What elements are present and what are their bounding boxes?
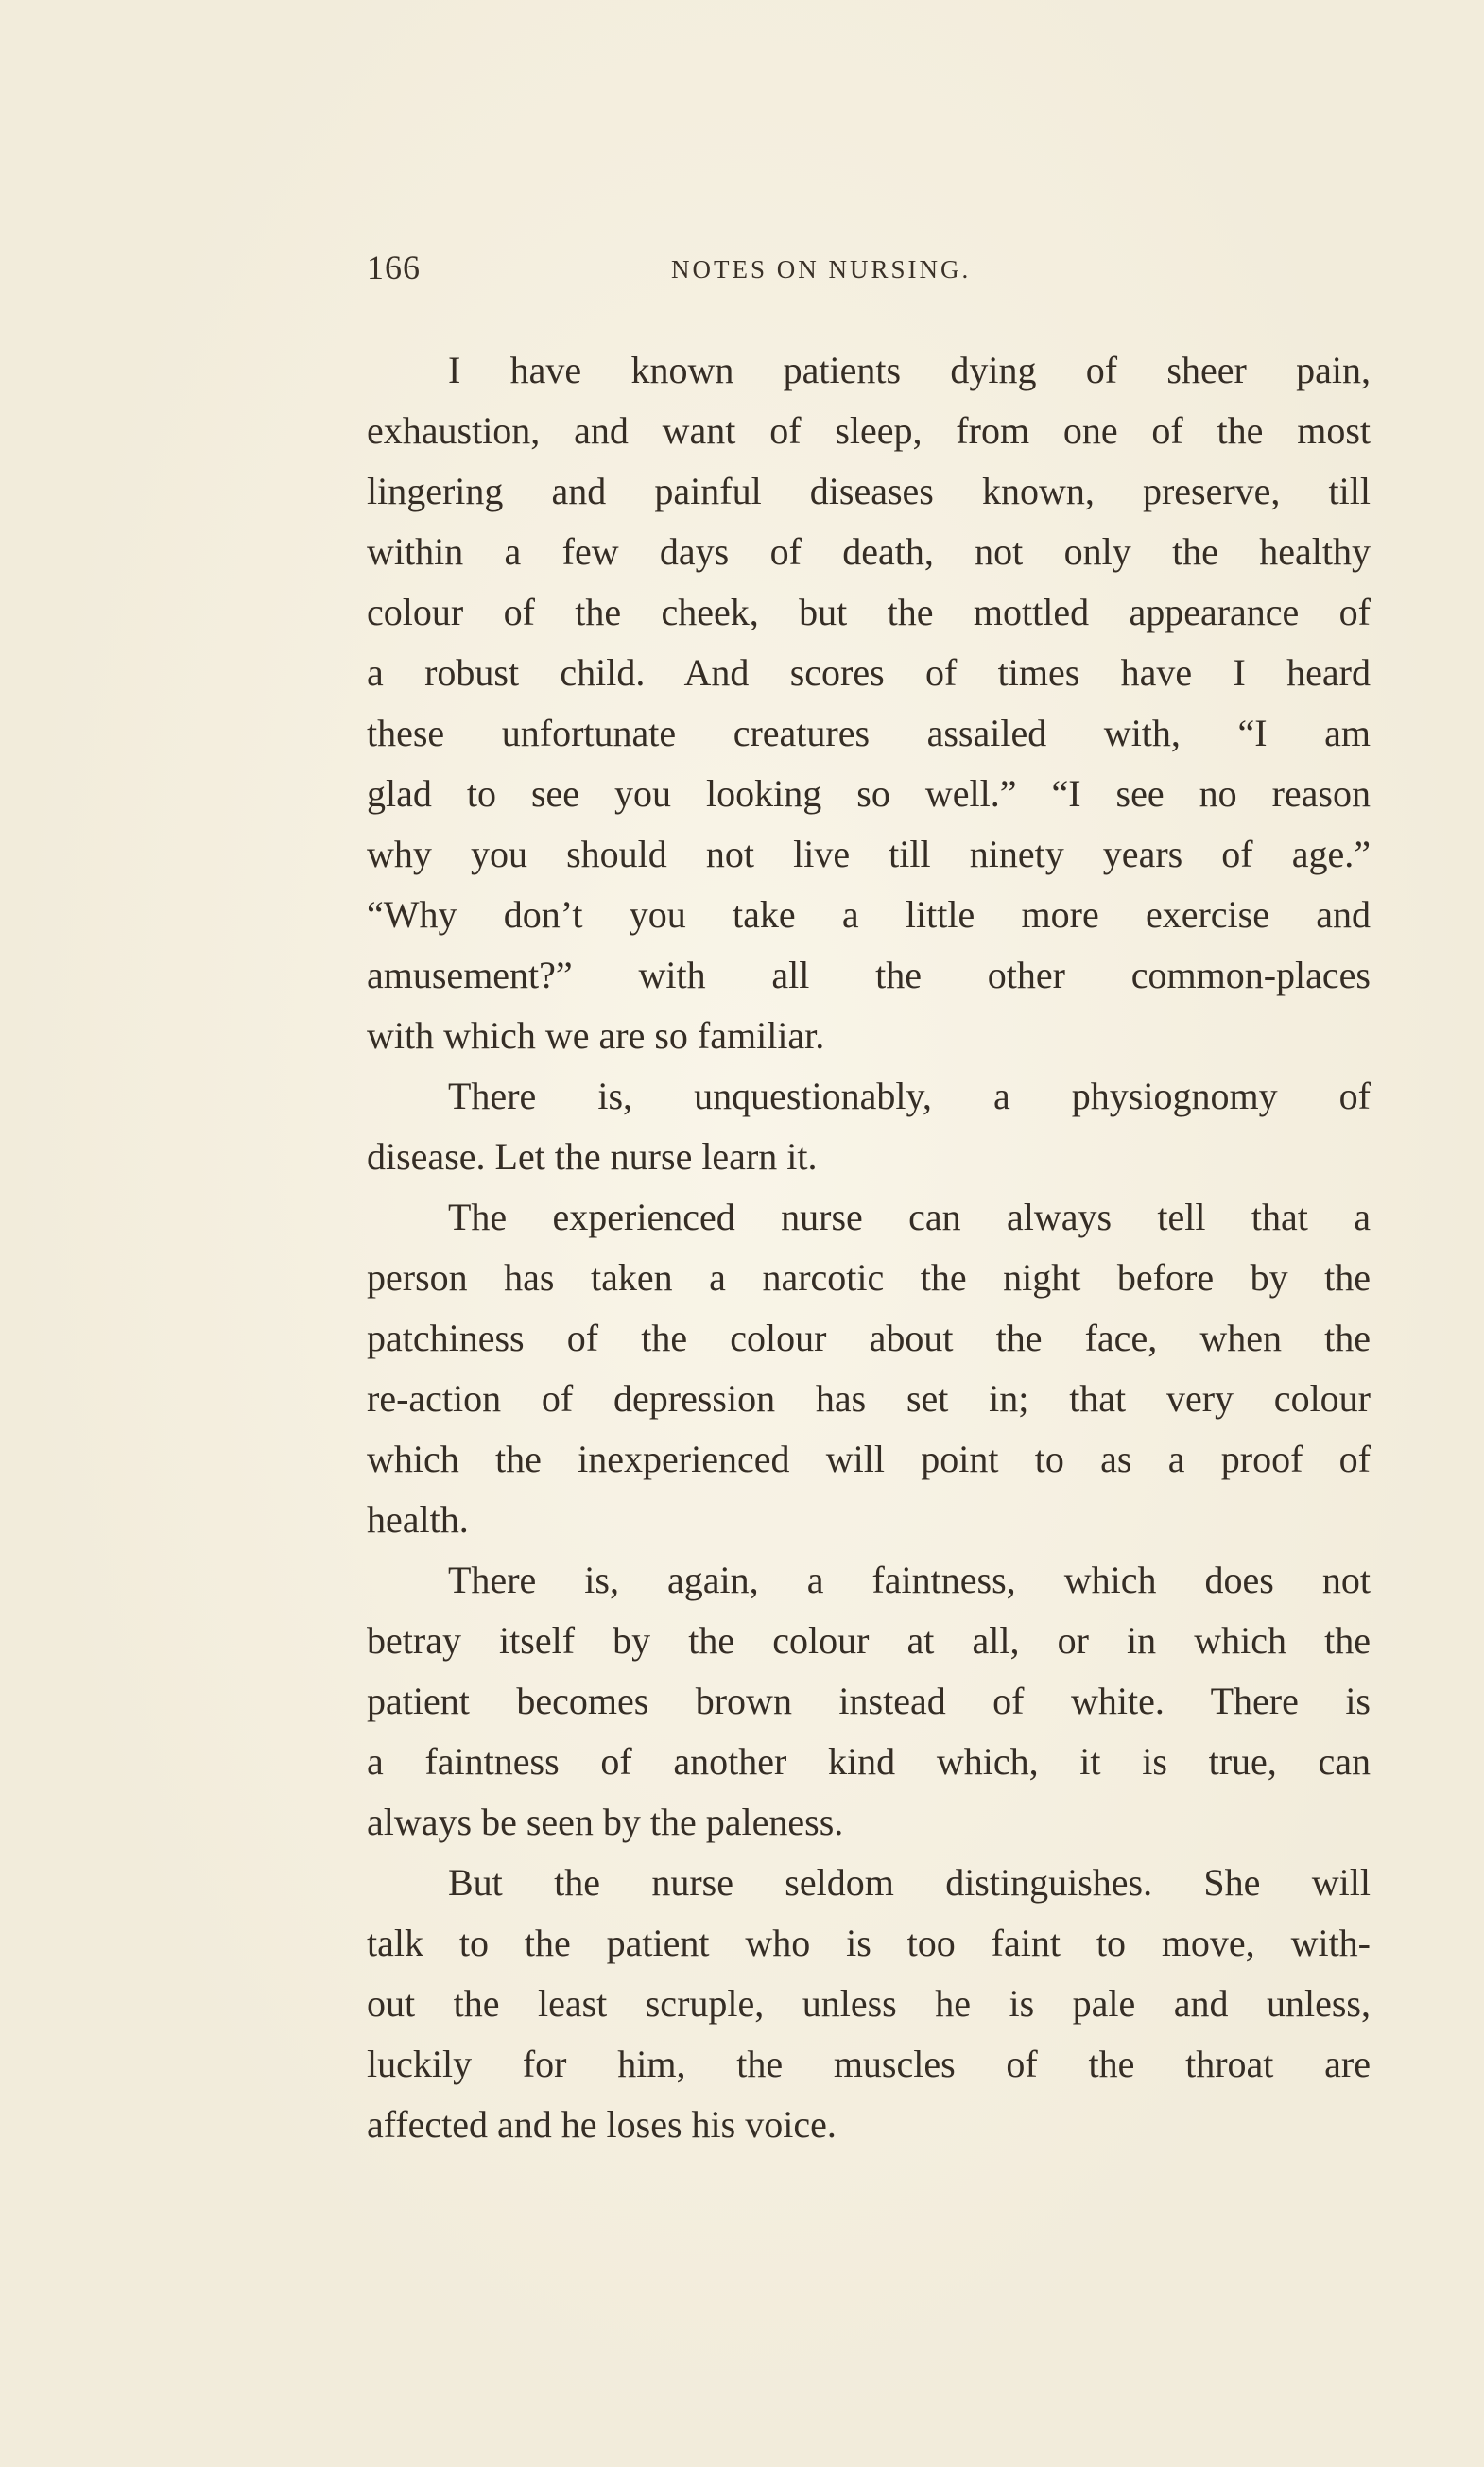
running-head: NOTES ON NURSING. xyxy=(671,255,972,284)
text-line: health. xyxy=(367,1498,469,1541)
text-line: amusement?” with all the other common-places xyxy=(367,954,1371,996)
paragraph xyxy=(367,1853,1371,2155)
text-line: person has taken a narcotic the night before by the xyxy=(367,1256,1371,1299)
text-line: always be seen by the paleness. xyxy=(367,1801,844,1843)
text-line: which the inexperienced will point to as a proof of xyxy=(367,1438,1371,1480)
text-line: I have known patients dying of sheer pain, xyxy=(448,349,1371,391)
paragraph xyxy=(367,340,1371,1066)
text-line: a robust child. And scores of times have I heard xyxy=(367,651,1371,694)
text-line: betray itself by the colour at all, or in which the xyxy=(367,1619,1371,1662)
paragraph xyxy=(367,1550,1371,1853)
text-line: colour of the cheek, but the mottled appearance of xyxy=(367,591,1371,633)
paragraph xyxy=(367,1187,1371,1550)
text-line: exhaustion, and want of sleep, from one of the most xyxy=(367,409,1371,452)
text-line: talk to the patient who is too faint to move, with- xyxy=(367,1922,1371,1964)
page-number: 166 xyxy=(367,249,421,286)
text-line: disease. Let the nurse learn it. xyxy=(367,1135,818,1178)
text-line: out the least scruple, unless he is pale and unless, xyxy=(367,1982,1371,2025)
text-line: patient becomes brown instead of white. There is xyxy=(367,1680,1371,1722)
text-line: glad to see you looking so well.” “I see no reason xyxy=(367,772,1371,815)
page-header xyxy=(367,248,1378,295)
text-line: luckily for him, the muscles of the throat are xyxy=(367,2043,1371,2085)
text-line: There is, unquestionably, a physiognomy of xyxy=(448,1075,1371,1117)
text-line: affected and he loses his voice. xyxy=(367,2103,837,2146)
text-line: with which we are so familiar. xyxy=(367,1014,825,1057)
text-line: There is, again, a faintness, which does not xyxy=(448,1559,1371,1601)
text-line: a faintness of another kind which, it is true, can xyxy=(367,1740,1371,1783)
text-line: The experienced nurse can always tell that a xyxy=(448,1196,1371,1238)
text-line: patchiness of the colour about the face, when the xyxy=(367,1317,1371,1359)
text-line: But the nurse seldom distinguishes. She will xyxy=(448,1861,1371,1904)
text-line: why you should not live till ninety years of age.” xyxy=(367,833,1371,875)
text-line: “Why don’t you take a little more exercise and xyxy=(367,893,1371,936)
body-text xyxy=(367,340,1371,2155)
text-line: within a few days of death, not only the healthy xyxy=(367,530,1371,573)
paragraph xyxy=(367,1066,1371,1187)
text-line: re-action of depression has set in; that very colour xyxy=(367,1377,1371,1420)
text-line: these unfortunate creatures assailed with, “I am xyxy=(367,712,1371,754)
text-line: lingering and painful diseases known, preserve, till xyxy=(367,470,1371,512)
